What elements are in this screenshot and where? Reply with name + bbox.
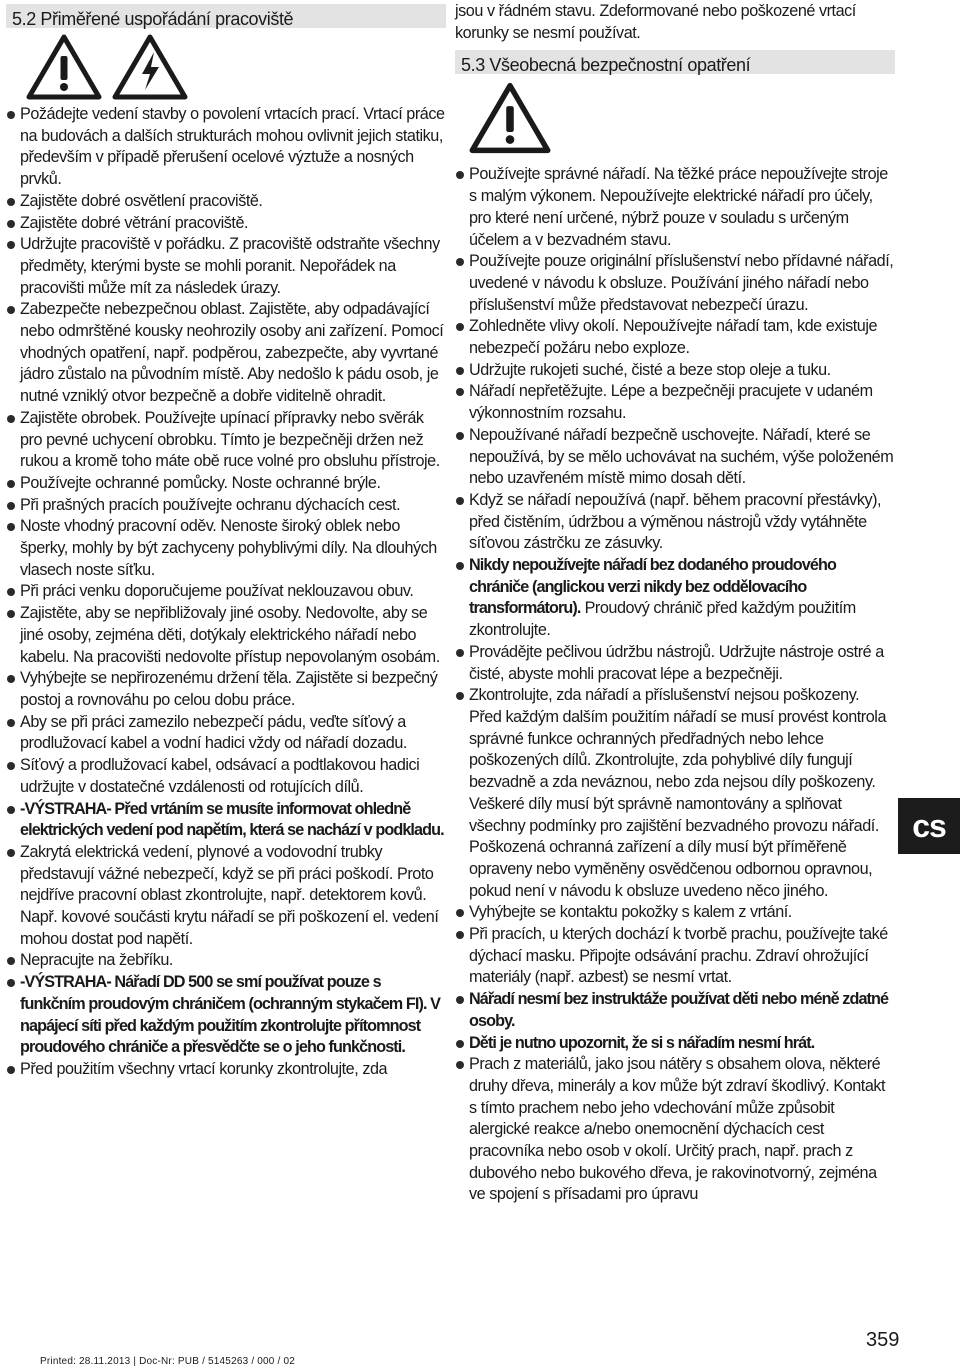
bullet-item (6, 755, 446, 798)
bullet-item (6, 213, 446, 235)
right-column (455, 0, 895, 1206)
bold-text: -VÝSTRAHA- Před vrtáním se musíte informovat ohledně elektrických vedení pod napětím, která se nachází v podkladu. (20, 799, 444, 840)
bullet-item (6, 950, 446, 972)
bullet-item (455, 685, 895, 902)
item-text: Zabezpečte nebezpečnou oblast. Zajistěte, aby odpadávající nebo odmrštěné kousky neohrozily osoby ani zařízení. Pomocí vhodných opatření, např. podpěrou, zabezpečte, aby vyvrtané jádro zůstalo na původním místě. Aby nedošlo k pádu osob, je nutné vzniklý otvor bezpečně a dobře viditelně ohradit. (20, 300, 444, 406)
item-text: Při pracích, u kterých dochází k tvorbě prachu, používejte také dýchací masku. Připojte odsávání prachu. Zdraví ohrožující materiály (např. azbest) se nesmí vrtat. (469, 925, 888, 987)
item-text: Při práci venku doporučujeme používat neklouzavou obuv. (20, 582, 414, 601)
bullet-item (6, 581, 446, 603)
section-heading-5-3: 5.3 Všeobecná bezpečnostní opatření (455, 50, 895, 74)
bullet-item (455, 425, 895, 490)
warning-icons-left (6, 28, 446, 104)
item-text: Před použitím všechny vrtací korunky zkontrolujte, zda (20, 1059, 388, 1078)
warning-general-icon (469, 82, 551, 162)
bullet-item (6, 1059, 446, 1081)
item-text: Používejte správné nářadí. Na těžké práce nepoužívejte stroje s malým výkonem. Nepoužívejte elektrické nářadí pro účely, pro které není určené, nýbrž pouze v souladu s určeným účelem a v bezvadném stavu. (469, 165, 888, 249)
item-text: Když se nářadí nepoužívá (např. během pracovní přestávky), před čistěním, údržbou a výměnou nástrojů vždy vytáhněte síťovou zástrčku ze zásuvky. (469, 490, 882, 553)
bullet-item (6, 473, 446, 495)
bullet-item (6, 191, 446, 213)
item-text: Zajistěte dobré větrání pracoviště. (20, 213, 249, 232)
print-footer: Printed: 28.11.2013 | Doc-Nr: PUB / 5145263 / 000 / 02 (40, 1356, 296, 1367)
bullet-item (455, 490, 895, 555)
bullet-item (6, 799, 446, 842)
bullet-item (455, 251, 895, 316)
item-text: Nepoužívané nářadí bezpečně uschovejte. Nářadí, které se nepoužívá, by se mělo uchovávat na suchém, výše položeném nebo uzavřeném místě mimo dosah dětí. (469, 425, 894, 488)
bullet-item (6, 104, 446, 191)
bullet-item (6, 299, 446, 408)
bullet-item (455, 1033, 895, 1055)
bold-text: -VÝSTRAHA- Nářadí DD 500 se smí používat pouze s funkčním proudovým chráničem (ochranným stykačem FI). V napájecí síti před každým použitím zkontrolujte přítomnost proudového chrániče a přesvědčte se o jeho funkčnosti. (20, 973, 441, 1057)
bullet-item (455, 902, 895, 924)
item-text: Zkontrolujte, zda nářadí a příslušenství nejsou poškozeny. Před každým dalším použitím nářadí se musí provést kontrola správné funkce ochranných předřadných nebo lehce poškozených dílů. Zkontrolujte, zda pohyblivé díly fungují bezvadně a zda neváznou, nebo zda nejsou díly poškozeny. Veškeré díly musí být správně namontovány a splňovat všechny podmínky pro zajištění bezvadného provozu nářadí. Poškozená ochranná zařízení a díly musí být příměřeně opraveny nebo vyměněny osvědčenou odbornou opravnou, pokud není v návodu k obsluze uvedeno něco jiného. (469, 686, 886, 900)
item-text: Nepracujte na žebříku. (20, 951, 173, 970)
item-text: Zajistěte, aby se nepřibližovaly jiné osoby. Nedovolte, aby se jiné osoby, zejména děti, dotýkaly elektrického nářadí nebo kabelu. Na pracovišti nedovolte přístup nepovolaným osobám. (20, 604, 440, 666)
bold-text: Děti je nutno upozornit, že si s nářadím nesmí hrát. (469, 1033, 815, 1052)
left-column (6, 0, 446, 1081)
item-text: Aby se při práci zamezilo nebezpečí pádu, veďte síťový a prodlužovací kabel a vodní hadici vždy od nářadí dozadu. (20, 712, 407, 753)
bullet-item (455, 924, 895, 989)
item-text: Zajistěte obrobek. Používejte upínací přípravky nebo svěrák pro pevné uchycení obrobku. Tímto je bezpečněji držen než rukou a kromě toho máte obě ruce volné pro obsluhu přístroje. (20, 408, 440, 471)
item-text: Používejte pouze originální příslušenství nebo přídavné nářadí, uvedené v návodu k obsluze. Používání jiného nářadí nebo příslušenství může představovat nebezpečí úrazu. (469, 252, 894, 314)
bullet-item (6, 516, 446, 581)
bullet-item (455, 1054, 895, 1206)
bullet-item (455, 555, 895, 642)
bullet-item (6, 668, 446, 711)
item-text: Síťový a prodlužovací kabel, odsávací a podtlakovou hadici udržujte v dostatečné vzdálenosti od rotujících dílů. (20, 756, 420, 796)
bullet-item (6, 408, 446, 473)
item-text: Vyhýbejte se nepřirozenému držení těla. Zajistěte si bezpečný postoj a rovnováhu po celou dobu práce. (20, 669, 438, 709)
item-text: Zajistěte dobré osvětlení pracoviště. (20, 191, 263, 210)
bullet-item (6, 712, 446, 755)
bullet-item (455, 164, 895, 251)
item-text: Udržujte rukojeti suché, čisté a beze stop oleje a tuku. (469, 360, 831, 379)
bullet-item (455, 642, 895, 685)
item-text: Nářadí nepřetěžujte. Lépe a bezpečněji pracujete v udaném výkonnostním rozsahu. (469, 382, 873, 423)
page-number: 359 (866, 1329, 900, 1351)
item-text: Požádejte vedení stavby o povolení vrtacích prací. Vrtací práce na budovách a dalších strukturách mohou ovlivnit jejich statiku, především v případě přerušení ocelové výztuže a nosných prvků. (20, 105, 445, 189)
item-text: Proudový chránič před každým použitím zkontrolujte. (469, 599, 856, 640)
bullet-item (455, 316, 895, 359)
bullet-item (6, 495, 446, 517)
bullet-item (6, 603, 446, 668)
item-text: Provádějte pečlivou údržbu nástrojů. Udržujte nástroje ostré a čisté, abyste mohli pracovat lépe a bezpečněji. (469, 642, 884, 683)
right-bullet-list (455, 164, 895, 1206)
item-text: Udržujte pracoviště v pořádku. Z pracoviště odstraňte všechny předměty, kterými byste se mohli poranit. Nepořádek na pracovišti může mít za následek úrazy. (20, 235, 440, 297)
bullet-item (455, 989, 895, 1032)
item-text: Prach z materiálů, jako jsou nátěry s obsahem olova, některé druhy dřeva, minerály a kov může být zdraví škodlivý. Kontakt s tímto prachem nebo jeho vdechování může způsobit alergické reakce a/nebo onemocnění dýchacích cest pracovníka nebo osob v okolí. Určitý prach, např. prach z dubového nebo bukového dřeva, je rakovinotvorný, zejména ve spojení s přísadami pro úpravu (469, 1055, 886, 1204)
item-text: Vyhýbejte se kontaktu pokožky s kalem z vrtání. (469, 903, 792, 922)
warning-icons-right (455, 74, 895, 162)
bold-text: Nikdy nepoužívejte nářadí bez dodaného proudového chrániče (anglickou verzi nikdy bez oddělovacího transformátoru). (469, 556, 836, 618)
bold-text: Nářadí nesmí bez instruktáže používat děti nebo méně zdatné osoby. (469, 990, 889, 1030)
item-text: Při prašných pracích používejte ochranu dýchacích cest. (20, 495, 401, 514)
section-heading-5-2: 5.2 Přiměřené uspořádání pracoviště (6, 4, 446, 28)
warning-electric-icon (112, 34, 188, 104)
continuation-text: jsou v řádném stavu. Zdeformované nebo poškozené vrtací korunky se nesmí používat. (455, 2, 856, 42)
item-text: Zakrytá elektrická vedení, plynové a vodovodní trubky představují vážné nebezpečí, když se při práci poškodí. Proto nejdříve pracovní oblast zkontrolujte, např. detektorem kovů. Např. kovové součásti krytu nářadí se při poškození el. vedení mohou dostat pod napětí. (20, 842, 439, 948)
bullet-item (6, 234, 446, 299)
left-bullet-list (6, 104, 446, 1081)
language-tab: cs (898, 798, 960, 854)
warning-general-icon (26, 34, 102, 104)
bullet-item (6, 972, 446, 1059)
bullet-item (455, 360, 895, 382)
bullet-item (455, 381, 895, 424)
item-text: Používejte ochranné pomůcky. Noste ochranné brýle. (20, 473, 381, 492)
bullet-item (6, 842, 446, 951)
item-text: Zohledněte vlivy okolí. Nepoužívejte nářadí tam, kde existuje nebezpečí požáru nebo exploze. (469, 317, 878, 358)
item-text: Noste vhodný pracovní oděv. Nenoste široký oblek nebo šperky, mohly by být zachyceny pohyblivými díly. Na dlouhých vlasech noste síťku. (20, 517, 437, 579)
